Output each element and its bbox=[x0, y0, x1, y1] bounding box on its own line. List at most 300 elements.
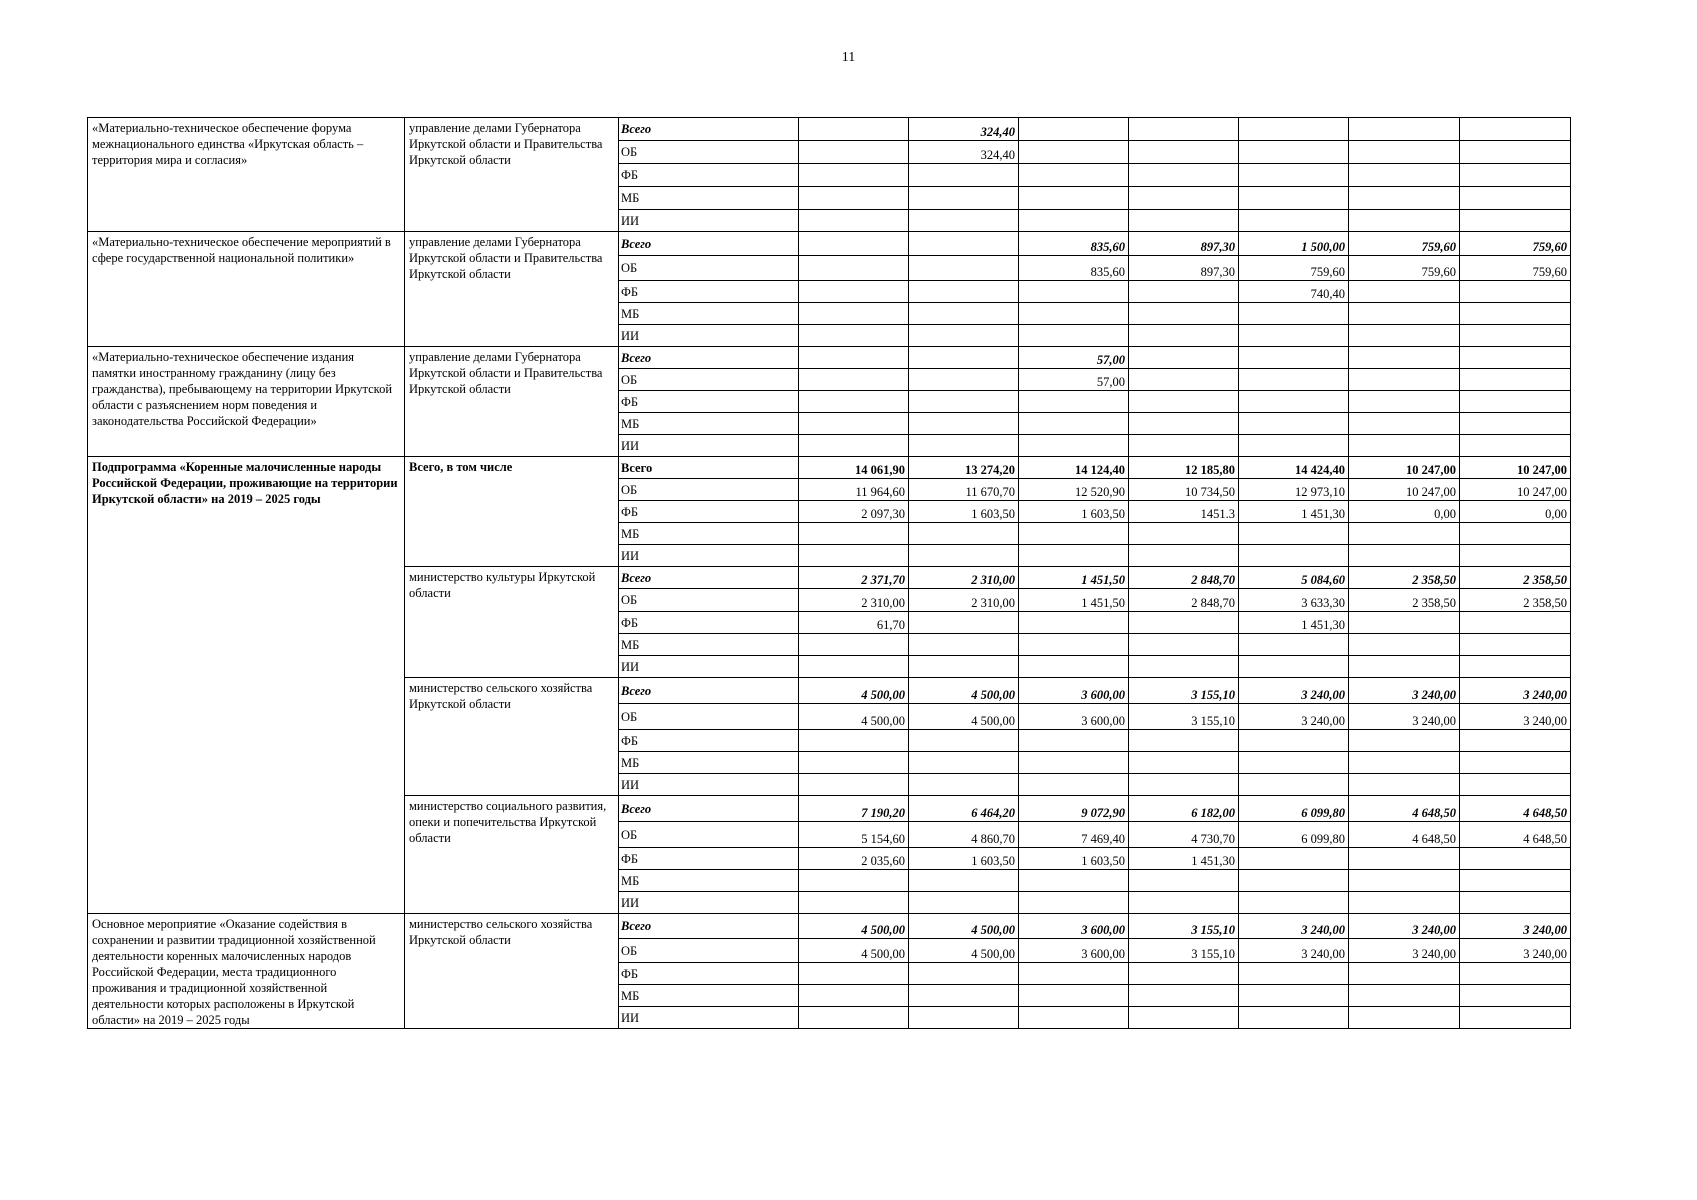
value-cell bbox=[1019, 281, 1129, 303]
value-cell bbox=[1460, 612, 1571, 634]
value-cell bbox=[1019, 210, 1129, 232]
value-cell: 3 240,00 bbox=[1349, 914, 1460, 939]
value-cell bbox=[799, 656, 909, 678]
funding-source-cell: Всего bbox=[619, 232, 799, 256]
value-cell bbox=[1349, 774, 1460, 796]
value-cell: 897,30 bbox=[1129, 232, 1239, 256]
value-cell bbox=[1019, 391, 1129, 413]
value-cell: 3 600,00 bbox=[1019, 678, 1129, 704]
value-cell: 61,70 bbox=[799, 612, 909, 634]
value-cell bbox=[1019, 774, 1129, 796]
value-cell bbox=[1129, 210, 1239, 232]
value-cell bbox=[909, 656, 1019, 678]
value-cell bbox=[1239, 892, 1349, 914]
value-cell bbox=[1460, 325, 1571, 347]
value-cell bbox=[1019, 985, 1129, 1007]
value-cell: 2 358,50 bbox=[1460, 589, 1571, 612]
executor-name-cell: управление делами Губернатора Иркутской области и Правительства Иркутской области bbox=[405, 118, 619, 232]
funding-source-cell: ФБ bbox=[619, 848, 799, 870]
value-cell: 7 469,40 bbox=[1019, 822, 1129, 848]
value-cell bbox=[1129, 435, 1239, 457]
executor-name-cell: министерство социального развития, опеки и попечительства Иркутской области bbox=[405, 796, 619, 914]
value-cell bbox=[1460, 634, 1571, 656]
value-cell: 4 500,00 bbox=[799, 678, 909, 704]
value-cell bbox=[1129, 413, 1239, 435]
value-cell bbox=[799, 187, 909, 210]
value-cell bbox=[909, 281, 1019, 303]
funding-source-cell: ИИ bbox=[619, 656, 799, 678]
value-cell bbox=[799, 985, 909, 1007]
value-cell bbox=[909, 985, 1019, 1007]
value-cell bbox=[1129, 634, 1239, 656]
executor-name-cell: министерство сельского хозяйства Иркутской области bbox=[405, 678, 619, 796]
value-cell: 6 464,20 bbox=[909, 796, 1019, 822]
value-cell: 835,60 bbox=[1019, 232, 1129, 256]
value-cell: 3 155,10 bbox=[1129, 678, 1239, 704]
table-row bbox=[88, 914, 1571, 939]
funding-source-cell: Всего bbox=[619, 567, 799, 589]
value-cell: 10 247,00 bbox=[1349, 457, 1460, 479]
value-cell bbox=[1129, 752, 1239, 774]
value-cell: 57,00 bbox=[1019, 369, 1129, 391]
page-number: 11 bbox=[841, 50, 856, 65]
value-cell bbox=[799, 118, 909, 141]
value-cell bbox=[1129, 118, 1239, 141]
value-cell: 2 310,00 bbox=[909, 567, 1019, 589]
value-cell bbox=[909, 892, 1019, 914]
value-cell bbox=[1019, 118, 1129, 141]
value-cell: 14 424,40 bbox=[1239, 457, 1349, 479]
funding-source-cell: МБ bbox=[619, 303, 799, 325]
value-cell bbox=[1349, 848, 1460, 870]
value-cell: 4 648,50 bbox=[1349, 796, 1460, 822]
value-cell bbox=[1129, 545, 1239, 567]
value-cell bbox=[1460, 118, 1571, 141]
value-cell: 3 240,00 bbox=[1460, 704, 1571, 730]
value-cell: 57,00 bbox=[1019, 347, 1129, 369]
program-name-cell: «Материально-техническое обеспечение форума межнационального единства «Иркутская область – территория мира и согласия» bbox=[88, 118, 405, 232]
value-cell bbox=[799, 164, 909, 187]
funding-source-cell: ОБ bbox=[619, 822, 799, 848]
value-cell: 3 600,00 bbox=[1019, 704, 1129, 730]
value-cell: 2 371,70 bbox=[799, 567, 909, 589]
value-cell: 2 358,50 bbox=[1460, 567, 1571, 589]
funding-source-cell: ИИ bbox=[619, 435, 799, 457]
value-cell bbox=[1460, 413, 1571, 435]
executor-name-cell: министерство культуры Иркутской области bbox=[405, 567, 619, 678]
value-cell bbox=[1129, 963, 1239, 985]
value-cell bbox=[1460, 870, 1571, 892]
value-cell bbox=[1349, 1007, 1460, 1029]
value-cell bbox=[909, 545, 1019, 567]
table-row bbox=[88, 347, 1571, 369]
value-cell: 12 520,90 bbox=[1019, 479, 1129, 501]
value-cell bbox=[909, 634, 1019, 656]
value-cell: 0,00 bbox=[1349, 501, 1460, 523]
value-cell bbox=[1349, 730, 1460, 752]
funding-source-cell: ОБ bbox=[619, 256, 799, 281]
table-row bbox=[88, 118, 1571, 141]
value-cell: 10 247,00 bbox=[1460, 479, 1571, 501]
value-cell bbox=[1239, 369, 1349, 391]
value-cell bbox=[1239, 303, 1349, 325]
value-cell bbox=[1129, 369, 1239, 391]
value-cell bbox=[1129, 281, 1239, 303]
value-cell bbox=[1239, 435, 1349, 457]
value-cell bbox=[799, 232, 909, 256]
funding-source-cell: ФБ bbox=[619, 164, 799, 187]
value-cell: 835,60 bbox=[1019, 256, 1129, 281]
value-cell: 4 648,50 bbox=[1349, 822, 1460, 848]
value-cell bbox=[1460, 303, 1571, 325]
value-cell: 759,60 bbox=[1349, 256, 1460, 281]
value-cell bbox=[1019, 141, 1129, 164]
value-cell bbox=[799, 210, 909, 232]
value-cell: 759,60 bbox=[1239, 256, 1349, 281]
value-cell bbox=[1129, 303, 1239, 325]
funding-source-cell: ОБ bbox=[619, 479, 799, 501]
value-cell bbox=[1239, 848, 1349, 870]
value-cell bbox=[909, 369, 1019, 391]
value-cell bbox=[1460, 391, 1571, 413]
value-cell bbox=[1019, 545, 1129, 567]
value-cell: 3 240,00 bbox=[1349, 678, 1460, 704]
funding-source-cell: ИИ bbox=[619, 210, 799, 232]
value-cell: 4 500,00 bbox=[909, 678, 1019, 704]
executor-name-cell: Всего, в том числе bbox=[405, 457, 619, 567]
value-cell: 3 155,10 bbox=[1129, 939, 1239, 963]
value-cell bbox=[1129, 774, 1239, 796]
value-cell bbox=[1239, 752, 1349, 774]
value-cell bbox=[909, 210, 1019, 232]
value-cell: 14 124,40 bbox=[1019, 457, 1129, 479]
value-cell bbox=[799, 256, 909, 281]
value-cell bbox=[799, 545, 909, 567]
value-cell bbox=[1460, 1007, 1571, 1029]
executor-name-cell: управление делами Губернатора Иркутской области и Правительства Иркутской области bbox=[405, 347, 619, 457]
value-cell bbox=[1349, 347, 1460, 369]
value-cell bbox=[1239, 413, 1349, 435]
value-cell bbox=[1239, 118, 1349, 141]
value-cell: 3 240,00 bbox=[1239, 704, 1349, 730]
value-cell: 3 240,00 bbox=[1239, 939, 1349, 963]
value-cell: 759,60 bbox=[1349, 232, 1460, 256]
value-cell bbox=[1239, 1007, 1349, 1029]
value-cell bbox=[1239, 391, 1349, 413]
funding-source-cell: ОБ bbox=[619, 141, 799, 164]
value-cell: 4 500,00 bbox=[799, 704, 909, 730]
value-cell bbox=[1460, 963, 1571, 985]
value-cell bbox=[1239, 347, 1349, 369]
value-cell: 12 973,10 bbox=[1239, 479, 1349, 501]
value-cell bbox=[909, 303, 1019, 325]
value-cell bbox=[909, 164, 1019, 187]
value-cell bbox=[909, 1007, 1019, 1029]
value-cell: 3 240,00 bbox=[1239, 678, 1349, 704]
value-cell bbox=[1349, 634, 1460, 656]
value-cell bbox=[1019, 325, 1129, 347]
value-cell bbox=[1239, 656, 1349, 678]
value-cell: 3 240,00 bbox=[1460, 914, 1571, 939]
value-cell bbox=[909, 347, 1019, 369]
value-cell bbox=[799, 369, 909, 391]
value-cell: 4 500,00 bbox=[799, 914, 909, 939]
value-cell: 3 155,10 bbox=[1129, 914, 1239, 939]
value-cell bbox=[1239, 164, 1349, 187]
funding-source-cell: Всего bbox=[619, 678, 799, 704]
value-cell bbox=[1019, 870, 1129, 892]
funding-source-cell: ИИ bbox=[619, 892, 799, 914]
value-cell bbox=[1460, 210, 1571, 232]
value-cell: 1 603,50 bbox=[1019, 848, 1129, 870]
value-cell bbox=[1460, 523, 1571, 545]
funding-source-cell: Всего bbox=[619, 914, 799, 939]
value-cell bbox=[909, 612, 1019, 634]
executor-name-cell: министерство сельского хозяйства Иркутской области bbox=[405, 914, 619, 1029]
value-cell bbox=[1460, 545, 1571, 567]
value-cell bbox=[799, 870, 909, 892]
value-cell: 3 600,00 bbox=[1019, 914, 1129, 939]
funding-source-cell: МБ bbox=[619, 870, 799, 892]
value-cell bbox=[1239, 774, 1349, 796]
funding-source-cell: Всего bbox=[619, 457, 799, 479]
value-cell bbox=[1019, 963, 1129, 985]
value-cell bbox=[799, 774, 909, 796]
funding-source-cell: ФБ bbox=[619, 730, 799, 752]
executor-name-cell: управление делами Губернатора Иркутской области и Правительства Иркутской области bbox=[405, 232, 619, 347]
value-cell: 3 633,30 bbox=[1239, 589, 1349, 612]
value-cell: 2 310,00 bbox=[799, 589, 909, 612]
value-cell bbox=[1239, 187, 1349, 210]
value-cell: 13 274,20 bbox=[909, 457, 1019, 479]
budget-table-container bbox=[87, 117, 1570, 1029]
value-cell bbox=[1349, 892, 1460, 914]
funding-source-cell: ИИ bbox=[619, 1007, 799, 1029]
value-cell: 4 500,00 bbox=[909, 914, 1019, 939]
value-cell bbox=[1019, 1007, 1129, 1029]
funding-source-cell: МБ bbox=[619, 634, 799, 656]
value-cell bbox=[909, 187, 1019, 210]
value-cell bbox=[1349, 545, 1460, 567]
value-cell bbox=[1349, 413, 1460, 435]
value-cell bbox=[1349, 523, 1460, 545]
value-cell: 4 500,00 bbox=[909, 704, 1019, 730]
value-cell bbox=[1460, 656, 1571, 678]
value-cell bbox=[1349, 303, 1460, 325]
value-cell bbox=[1349, 210, 1460, 232]
value-cell bbox=[1460, 347, 1571, 369]
funding-source-cell: ИИ bbox=[619, 545, 799, 567]
value-cell bbox=[1460, 369, 1571, 391]
value-cell bbox=[1019, 187, 1129, 210]
value-cell: 324,40 bbox=[909, 118, 1019, 141]
value-cell: 2 097,30 bbox=[799, 501, 909, 523]
funding-source-cell: ФБ bbox=[619, 281, 799, 303]
value-cell: 4 860,70 bbox=[909, 822, 1019, 848]
value-cell bbox=[1349, 963, 1460, 985]
value-cell bbox=[909, 774, 1019, 796]
value-cell bbox=[1349, 164, 1460, 187]
funding-source-cell: МБ bbox=[619, 413, 799, 435]
value-cell bbox=[1019, 656, 1129, 678]
program-name-cell: «Материально-техническое обеспечение мероприятий в сфере государственной национальной политики» bbox=[88, 232, 405, 347]
value-cell: 3 240,00 bbox=[1460, 678, 1571, 704]
value-cell bbox=[1239, 545, 1349, 567]
value-cell bbox=[909, 435, 1019, 457]
program-name-cell: «Материально-техническое обеспечение издания памятки иностранному гражданину (лицу без гражданства), пребывающему на территории Иркутской области с разъяснением норм поведения и законодательства Российской Федерации» bbox=[88, 347, 405, 457]
value-cell: 1 451,30 bbox=[1239, 501, 1349, 523]
value-cell bbox=[909, 413, 1019, 435]
value-cell bbox=[799, 413, 909, 435]
value-cell bbox=[799, 523, 909, 545]
value-cell: 6 182,00 bbox=[1129, 796, 1239, 822]
value-cell: 2 848,70 bbox=[1129, 567, 1239, 589]
value-cell: 1 451,30 bbox=[1239, 612, 1349, 634]
value-cell bbox=[799, 391, 909, 413]
funding-source-cell: ФБ bbox=[619, 963, 799, 985]
value-cell bbox=[1239, 141, 1349, 164]
value-cell bbox=[799, 892, 909, 914]
funding-source-cell: ОБ bbox=[619, 589, 799, 612]
funding-source-cell: ФБ bbox=[619, 391, 799, 413]
value-cell bbox=[1349, 985, 1460, 1007]
value-cell: 1 603,50 bbox=[909, 848, 1019, 870]
value-cell bbox=[1349, 141, 1460, 164]
funding-source-cell: МБ bbox=[619, 187, 799, 210]
table-row bbox=[88, 457, 1571, 479]
value-cell bbox=[1019, 892, 1129, 914]
value-cell: 10 247,00 bbox=[1349, 479, 1460, 501]
value-cell bbox=[1349, 325, 1460, 347]
funding-source-cell: ИИ bbox=[619, 774, 799, 796]
funding-source-cell: ИИ bbox=[619, 325, 799, 347]
value-cell bbox=[1019, 730, 1129, 752]
value-cell: 9 072,90 bbox=[1019, 796, 1129, 822]
budget-table bbox=[87, 117, 1571, 1029]
funding-source-cell: ОБ bbox=[619, 704, 799, 730]
value-cell bbox=[909, 730, 1019, 752]
value-cell: 2 310,00 bbox=[909, 589, 1019, 612]
funding-source-cell: ОБ bbox=[619, 939, 799, 963]
value-cell bbox=[909, 232, 1019, 256]
value-cell: 6 099,80 bbox=[1239, 822, 1349, 848]
value-cell: 11 670,70 bbox=[909, 479, 1019, 501]
value-cell bbox=[1019, 634, 1129, 656]
value-cell bbox=[909, 752, 1019, 774]
funding-source-cell: Всего bbox=[619, 118, 799, 141]
value-cell: 5 084,60 bbox=[1239, 567, 1349, 589]
value-cell: 1451.3 bbox=[1129, 501, 1239, 523]
value-cell: 10 734,50 bbox=[1129, 479, 1239, 501]
value-cell bbox=[1460, 435, 1571, 457]
value-cell bbox=[1349, 752, 1460, 774]
value-cell bbox=[1129, 523, 1239, 545]
value-cell: 4 500,00 bbox=[799, 939, 909, 963]
value-cell: 324,40 bbox=[909, 141, 1019, 164]
value-cell: 1 451,50 bbox=[1019, 567, 1129, 589]
value-cell bbox=[1460, 774, 1571, 796]
value-cell bbox=[799, 325, 909, 347]
value-cell: 7 190,20 bbox=[799, 796, 909, 822]
funding-source-cell: Всего bbox=[619, 796, 799, 822]
value-cell bbox=[1239, 634, 1349, 656]
value-cell: 4 730,70 bbox=[1129, 822, 1239, 848]
value-cell: 2 358,50 bbox=[1349, 567, 1460, 589]
value-cell bbox=[1129, 325, 1239, 347]
value-cell bbox=[1019, 303, 1129, 325]
value-cell: 3 240,00 bbox=[1349, 704, 1460, 730]
value-cell bbox=[909, 391, 1019, 413]
value-cell bbox=[909, 963, 1019, 985]
program-name-cell: Подпрограмма «Коренные малочисленные народы Российской Федерации, проживающие на территории Иркутской области» на 2019 – 2025 годы bbox=[88, 457, 405, 914]
value-cell bbox=[1349, 870, 1460, 892]
value-cell: 3 240,00 bbox=[1460, 939, 1571, 963]
value-cell bbox=[799, 435, 909, 457]
value-cell bbox=[799, 634, 909, 656]
value-cell: 2 035,60 bbox=[799, 848, 909, 870]
value-cell bbox=[799, 347, 909, 369]
value-cell bbox=[1460, 752, 1571, 774]
value-cell bbox=[1129, 164, 1239, 187]
value-cell: 3 600,00 bbox=[1019, 939, 1129, 963]
value-cell bbox=[1460, 281, 1571, 303]
value-cell: 3 240,00 bbox=[1349, 939, 1460, 963]
value-cell: 1 603,50 bbox=[909, 501, 1019, 523]
value-cell bbox=[1129, 187, 1239, 210]
funding-source-cell: ФБ bbox=[619, 501, 799, 523]
value-cell bbox=[799, 141, 909, 164]
value-cell bbox=[1460, 848, 1571, 870]
value-cell: 3 155,10 bbox=[1129, 704, 1239, 730]
value-cell: 0,00 bbox=[1460, 501, 1571, 523]
value-cell: 897,30 bbox=[1129, 256, 1239, 281]
value-cell bbox=[1349, 435, 1460, 457]
value-cell: 4 500,00 bbox=[909, 939, 1019, 963]
value-cell bbox=[1349, 391, 1460, 413]
value-cell bbox=[1019, 413, 1129, 435]
value-cell bbox=[1019, 612, 1129, 634]
value-cell bbox=[1019, 523, 1129, 545]
value-cell bbox=[1239, 210, 1349, 232]
program-name-cell: Основное мероприятие «Оказание содействия в сохранении и развитии традиционной хозяйственной деятельности коренных малочисленных народов Российской Федерации, места традиционного проживания и традиционной хозяйственной деятельности которых расположены в Иркутской области» на 2019 – 2025 годы bbox=[88, 914, 405, 1029]
value-cell bbox=[1239, 963, 1349, 985]
funding-source-cell: МБ bbox=[619, 523, 799, 545]
value-cell: 4 648,50 bbox=[1460, 796, 1571, 822]
value-cell: 4 648,50 bbox=[1460, 822, 1571, 848]
value-cell bbox=[1460, 730, 1571, 752]
value-cell: 759,60 bbox=[1460, 232, 1571, 256]
value-cell: 6 099,80 bbox=[1239, 796, 1349, 822]
value-cell bbox=[1129, 870, 1239, 892]
value-cell bbox=[1349, 118, 1460, 141]
value-cell: 14 061,90 bbox=[799, 457, 909, 479]
value-cell bbox=[1460, 985, 1571, 1007]
value-cell bbox=[799, 963, 909, 985]
table-row bbox=[88, 232, 1571, 256]
value-cell bbox=[799, 752, 909, 774]
funding-source-cell: Всего bbox=[619, 347, 799, 369]
value-cell bbox=[909, 870, 1019, 892]
value-cell bbox=[799, 1007, 909, 1029]
funding-source-cell: МБ bbox=[619, 985, 799, 1007]
value-cell bbox=[1239, 730, 1349, 752]
value-cell bbox=[1019, 752, 1129, 774]
funding-source-cell: МБ bbox=[619, 752, 799, 774]
value-cell bbox=[1349, 281, 1460, 303]
value-cell bbox=[1239, 325, 1349, 347]
value-cell: 1 500,00 bbox=[1239, 232, 1349, 256]
value-cell bbox=[799, 281, 909, 303]
